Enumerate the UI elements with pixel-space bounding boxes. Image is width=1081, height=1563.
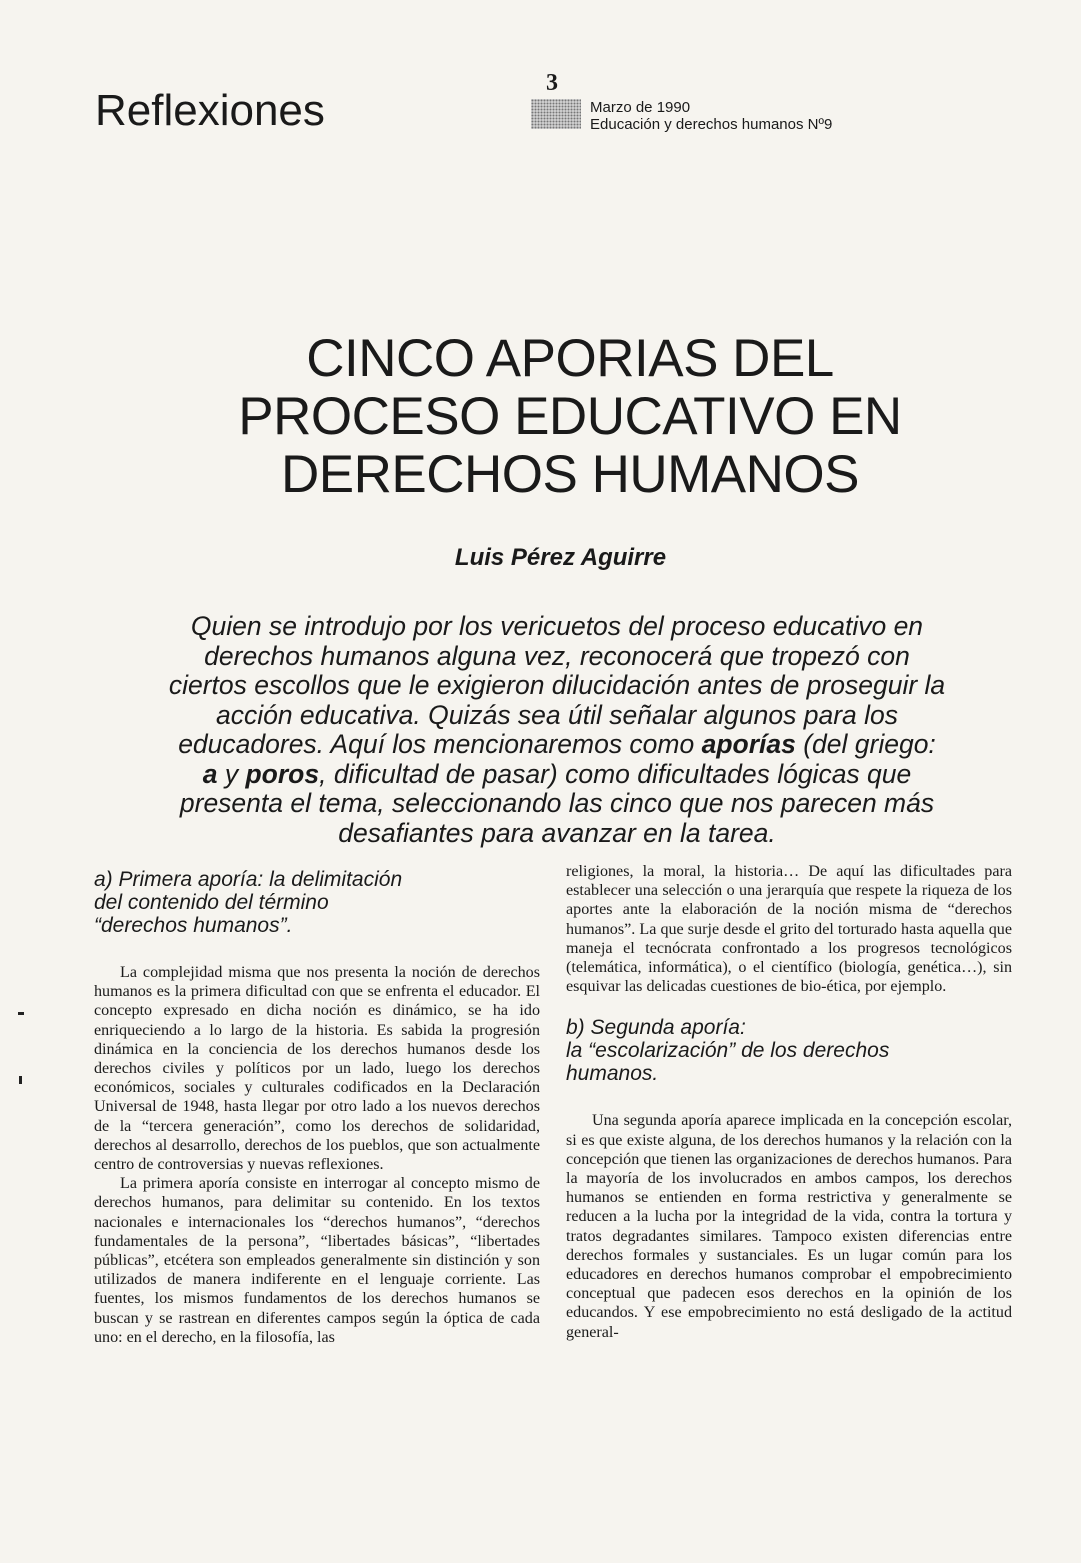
intro-term-aporias: aporías	[701, 729, 796, 759]
intro-text: educadores. Aquí los mencionaremos como	[178, 729, 702, 759]
article-intro	[92, 612, 1022, 848]
intro-line	[92, 730, 1022, 760]
column-left	[94, 868, 540, 1347]
article-author: Luis Pérez Aguirre	[454, 544, 667, 571]
issue-date: Marzo de 1990	[590, 99, 691, 116]
intro-term-poros: poros	[245, 758, 320, 789]
margin-mark	[18, 1012, 24, 1015]
intro-line: desafiantes para avanzar en la tarea.	[338, 817, 776, 848]
heading-line: la “escolarización” de los derechos	[566, 1039, 890, 1063]
paragraph: La complejidad misma que nos presenta la noción de derechos humanos es la primera dificultad con que se enfrenta el educador. El concepto expresado en dicha noción es dinámico, se ha ido enriqueciendo a lo largo de la historia. Es sabida la progresión dinámica en la conciencia de los derechos humanos desde los derechos civiles y políticos por un lado, luego los derechos económicos, sociales y culturales codificados en la Declaración Universal de 1948, hasta llegar por otro lado a los nuevos derechos de la “tercera generación”, como los derechos de solidaridad, derechos al desarrollo, derechos de los pueblos, que son actualmente centro de controversias y nuevas reflexiones.	[94, 964, 540, 1174]
margin-mark	[19, 1076, 22, 1084]
heading-line: “derechos humanos”.	[94, 914, 293, 937]
paragraph: La primera aporía consiste en interrogar al concepto mismo de derechos humanos, para delimitar su contenido. En los textos nacionales e internacionales los “derechos humanos”, “derechos fundamentales de la persona”, “libertades básicas”, “libertades públicas”, etcétera son empleados generalmente sin distinción y son utilizados de manera indiferente en el lenguaje corriente. Las fuentes, los mismos fundamentos de los derechos humanos se buscan y se rastrean en diferentes campos según la óptica de cada uno: en el derecho, en la filosofía, las	[94, 1175, 540, 1346]
paragraph-continuation: religiones, la moral, la historia… De aquí las dificultades para establecer una selección o una jerarquía que respete la riqueza de los aportes ante la elaboración de la noción misma de “derechos humanos”. La que surje desde el grito del torturado hasta aquella que maneja el tecnócrata confrontado a los progresos tecnológicos (telemática, informática), o el científico (biología, genética…), sin esquivar las delicadas cuestiones de bio-ética, por ejemplo.	[566, 863, 1012, 996]
intro-text: (del griego:	[795, 729, 936, 759]
heading-line: del contenido del término	[94, 891, 329, 914]
column-right	[566, 862, 1012, 1342]
title-line: DERECHOS HUMANOS	[280, 445, 859, 504]
intro-line: presenta el tema, seleccionando las cinco que nos parecen más	[179, 788, 935, 818]
intro-line: acción educativa. Quizás sea útil señalar algunos para los	[215, 699, 899, 730]
intro-line	[92, 760, 1022, 790]
section-title: Reflexiones	[95, 86, 325, 135]
page-number: 3	[546, 70, 558, 96]
intro-text: , dificultad de pasar) como dificultades lógicas que	[319, 758, 912, 789]
section-b-heading	[566, 1016, 1012, 1085]
intro-text: y	[217, 758, 246, 789]
heading-line: b) Segunda aporía:	[566, 1016, 746, 1040]
heading-line: a) Primera aporía: la delimitación	[94, 868, 403, 891]
title-line: PROCESO EDUCATIVO EN	[238, 387, 902, 446]
publication-name: Educación y derechos humanos Nº9	[590, 116, 833, 133]
intro-line: ciertos escollos que le exigieron dilucidación antes de proseguir la	[168, 670, 946, 700]
header-shade-block	[531, 99, 581, 129]
paragraph: Una segunda aporía aparece implicada en la concepción escolar, si es que existe alguna, de los derechos humanos y la relación con la concepción que tienen las organizaciones de derechos humanos. Para la mayoría de los involucrados en ambos campos, los derechos humanos se entienden en forma restrictiva y generalmente se reducen a la lucha por la integridad de la vida, contra la tortura y tratos degradantes similares. Tampoco existen diferencias entre derechos formales y sustanciales. Es un lugar común para los educadores en derechos humanos comprobar el empobrecimiento conceptual que padecen esos derechos en la opinión de los educandos. Y ese empobrecimiento no está desligado de la actitud general-	[566, 1112, 1012, 1341]
article-title	[60, 330, 1080, 504]
title-line: CINCO APORIAS DEL	[306, 329, 834, 388]
section-a-heading	[94, 868, 540, 937]
intro-line: Quien se introdujo por los vericuetos del proceso educativo en	[190, 611, 924, 641]
intro-term-a: a	[202, 758, 218, 789]
intro-line: derechos humanos alguna vez, reconocerá que tropezó con	[204, 640, 910, 671]
heading-line: humanos.	[566, 1062, 659, 1086]
